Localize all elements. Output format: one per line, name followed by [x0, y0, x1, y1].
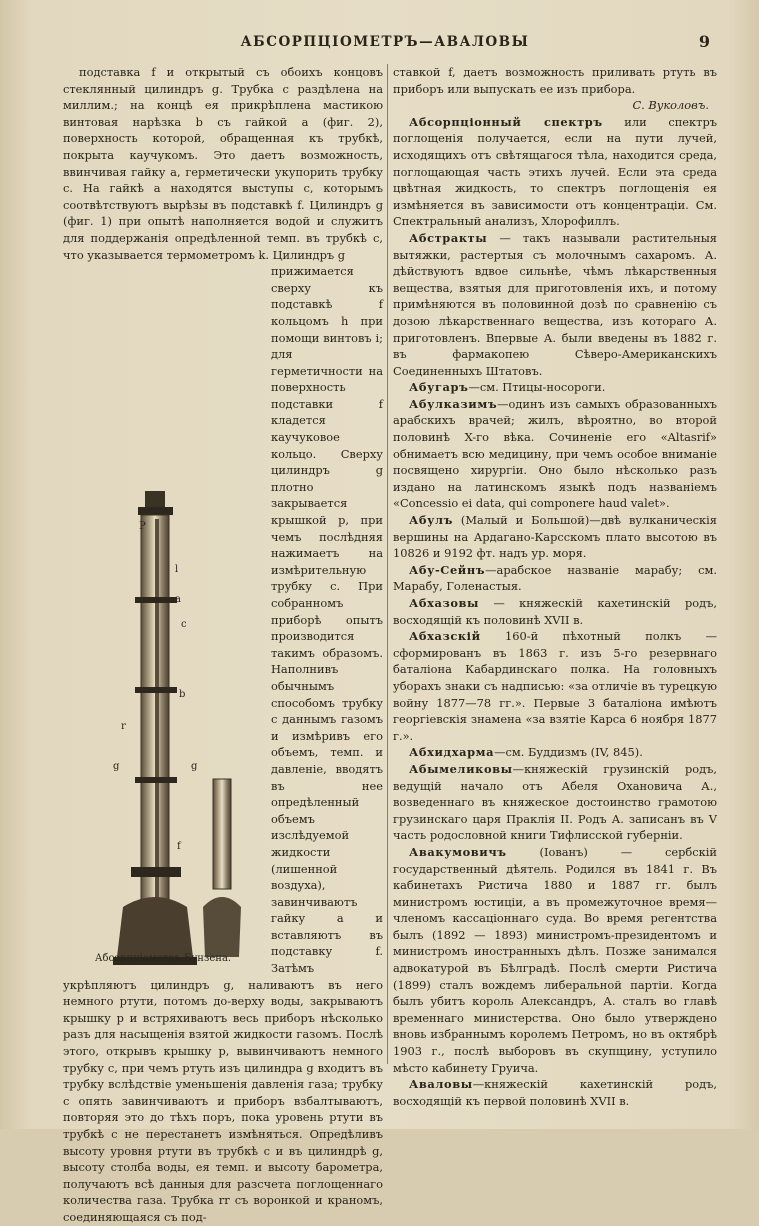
entry-text: или спектръ поглощенія получается, если на пути лучей, исходящихъ отъ свѣтящагося тѣла, находится среда, поглощающая часть этихъ лучей. Если эта среда цвѣтная жидкость, то спектръ поглощенія ея измѣняется въ зависимости отъ концентраціи. См. Спектральный анализъ, Хлорофиллъ. [393, 114, 717, 229]
entry-headword: Абстракты [409, 230, 488, 245]
entry-text: —княжескій грузинскій родъ, ведущій начало отъ Абеля Охановича А., возведеннаго въ княжеское достоинство грамотою грузинскаго царя Праклія II. Родъ А. записанъ въ V часть родословной книги Тифлисской губерніи. [393, 761, 717, 843]
entry-headword: Абу-Сейнъ [409, 562, 486, 577]
svg-text:g: g [113, 761, 120, 773]
entry-text: — такъ называли растительныя вытяжки, растертыя съ молочнымъ сахаромъ. А. дѣйствуютъ вдвое сильнѣе, чѣмъ лѣкарственныя вещества, взятыя для приготовленія ихъ, и потому примѣняются въ половинной дозѣ по сравненію съ дозою лѣкарственнаго вещества, изъ котораго А. приготовленъ. Впервые А. были введены въ 1882 г. въ фармакопею Сѣверо-Американскихъ Соединенныхъ Штатовъ. [393, 230, 717, 378]
entry-text: —арабское названіе марабу; см. Марабу, Голенастыя. [393, 562, 717, 594]
dictionary-entry [393, 844, 717, 1076]
dictionary-entry [393, 114, 717, 230]
svg-text:P: P [139, 521, 146, 533]
entry-text: — княжескій кахетинскій родъ, восходящій къ половинѣ XVII в. [393, 596, 717, 627]
entry-headword: Абсорпціонный спектръ [409, 114, 603, 129]
page-number: 9 [698, 32, 710, 51]
right-column [393, 64, 717, 1108]
svg-text:l: l [175, 564, 179, 576]
dictionary-entries [393, 114, 717, 1110]
entry-headword: Авакумовичъ [409, 844, 507, 859]
dictionary-entry [393, 562, 717, 595]
entry-headword: Аваловы [409, 1077, 473, 1092]
figure-caption: Абсорпціометръ Бунзена. [94, 952, 232, 964]
entry-text: —княжескій кахетинскій родъ, восходящій къ первой половинѣ XVII в. [393, 1077, 717, 1108]
entry-headword: Абымеликовы [409, 761, 513, 776]
entry-text: (Малый и Большой)—двѣ вулканическія вершины на Ардагано-Карсскомъ плато высотою въ 10826 и 9192 фт. надъ ур. моря. [393, 513, 717, 561]
running-title: АБСОРПЦІОМЕТРЪ—АВАЛОВЫ [240, 34, 530, 50]
dictionary-entry [393, 512, 717, 562]
entry-text: —см. Буддизмъ (IV, 845). [494, 745, 643, 760]
dictionary-entry [393, 595, 717, 628]
entry-text: 160-й пѣхотный полкъ — сформированъ въ 1863 г. изъ 5-го резервнаго баталіона Кабардинскаго полка. На головныхъ уборахъ знаки съ надписью: «за отличіе въ турецкую войну 1877—78 гг.». Первые 3 баталіона имѣютъ георгіевскія знамена «за взятіе Карса 6 ноября 1877 г.». [393, 629, 717, 743]
entry-headword: Абхазовы [409, 596, 480, 610]
dictionary-entry [393, 230, 717, 379]
dictionary-entry [393, 628, 717, 744]
entry-headword: Абугаръ [409, 380, 469, 395]
author-signature: С. Вуколовъ. [632, 98, 709, 113]
dictionary-entry [393, 761, 717, 844]
entry-text: (Іованъ) — сербскій государственный дѣятель. Родился въ 1841 г. Въ кабинетахъ Ристича 1880 и 1887 гг. былъ министромъ юстиціи, а въ промежуточное время—членомъ кассаціоннаго суда. Во время регентства былъ (1892 — 1893) министромъ-президентомъ и министромъ иностранныхъ дѣлъ. Позже занимался адвокатурой въ Бѣлградѣ. Послѣ смерти Ристича (1899) сталъ вождемъ либеральной партіи. Когда былъ убитъ король Александръ, А. сталъ во главѣ временнаго министерства. Оно было утверждено вновь избраннымъ королемъ Петромъ, но въ октябрѣ 1903 г., послѣ выборовъ въ скупщину, уступило мѣсто кабинету Груича. [393, 844, 717, 1075]
paragraph-wrapped: прижимается сверху къ подставкѣ f кольцомъ h при помощи винтовъ i; для герметичности на поверхность подставки f кладется каучуковое кольцо. Сверху цилиндръ g плотно закрывается крышкой p, при чемъ послѣдняя нажимаетъ на измѣрительную трубку c. При собранномъ приборѣ опытъ производится такимъ образомъ. Наполнивъ обычнымъ способомъ трубку c даннымъ газомъ и измѣривъ его объемъ, темп. и давленіе, вводятъ въ нее опредѣленный объемъ изслѣдуемой жидкости (лишенной [271, 264, 383, 876]
paragraph-continuation: ставкой f, даетъ возможность приливать ртуть въ приборъ или выпускать ее изъ прибора. [393, 65, 717, 96]
svg-text:r: r [121, 721, 126, 733]
page-header [60, 34, 710, 54]
entry-headword: Абхазскій [409, 629, 481, 644]
column-divider [387, 64, 388, 1064]
dictionary-entry [393, 379, 717, 396]
svg-text:f: f [177, 841, 181, 853]
svg-text:c: c [181, 619, 187, 631]
entry-text: —см. Птицы-носороги. [468, 380, 606, 395]
absorptiometer-illustration [63, 267, 263, 967]
paragraph-intro: подставка f и открытый съ обоихъ концовъ стеклянный цилиндръ g. Трубка c раздѣлена на миллим.; на концѣ ея прикрѣплена мастикою винтовая нарѣзка b съ гайкой a (фиг. 2), поверхность которой, обращенная къ трубкѣ, покрыта каучукомъ. Это даетъ возможность, ввинчивая гайку a, герметически укупорить трубку c. На гайкѣ a находятся выступы c, которымъ соотвѣтствуютъ вырѣзы въ подставкѣ f. Цилиндръ g (фиг. 1) при опытѣ наполняется водой и служитъ для поддержанія опредѣленной темп. въ трубкѣ c, что указывается термометромъ k. Цилиндръ g [63, 65, 383, 262]
left-column [63, 64, 383, 1224]
svg-text:g: g [191, 761, 198, 773]
entry-text: —одинъ изъ самыхъ образованныхъ арабскихъ врачей; жилъ, вѣроятно, во второй половинѣ X-го вѣка. Сочиненіе его «Altasrif» обнимаетъ всю медицину, при чемъ особое вниманіе посвящено хирургіи. Оно было нѣсколько разъ издано на латинскомъ языкѣ подъ названіемъ «Concessio ei data, qui componere haud valet». [393, 396, 717, 511]
dictionary-entry [393, 744, 717, 761]
entry-headword: Абулъ [409, 513, 453, 528]
dictionary-entry [393, 1076, 717, 1109]
apparatus-figure [63, 267, 263, 967]
entry-headword: Абулказимъ [409, 396, 498, 411]
svg-text:b: b [179, 689, 186, 701]
svg-text:a: a [175, 594, 181, 606]
dictionary-entry [393, 396, 717, 512]
paragraph-procedure: воздуха), завинчиваютъ гайку a и вставляютъ въ подставку f. Затѣмъ укрѣпляютъ цилиндръ g, наливаютъ въ него немного ртути, потомъ до-верху воды, закрываютъ крышку p и встряхиваютъ весь приборъ нѣсколько разъ для насыщенія взятой жидкости газомъ. Послѣ этого, открывъ крышку p, вывинчиваютъ немного трубку c, при чемъ ртуть изъ цилиндра g входитъ въ трубку вслѣдствіе уменьшенія давленія газа; трубку c опять завинчиваютъ и приборъ взбалтываютъ, повторяя это до тѣхъ поръ, пока уровень ртути въ трубкѣ c не перестанетъ измѣняться. Опредѣливъ высоту уровня ртути въ трубкѣ c и въ цилиндрѣ g, высоту столба воды, ея темп. и высоту барометра, получаютъ всѣ данныя для разсчета поглощеннаго количества газа. Трубка rr съ воронкой и краномъ, соединяющаяся съ под- [63, 878, 383, 1224]
entry-headword: Абхидхарма [409, 745, 495, 760]
